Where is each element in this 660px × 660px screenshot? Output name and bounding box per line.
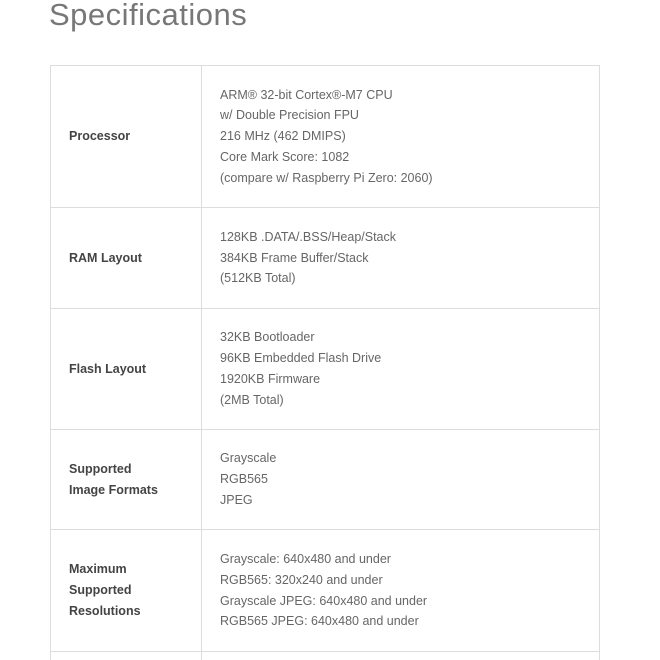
spec-value-line: (compare w/ Raspberry Pi Zero: 2060) bbox=[220, 170, 433, 185]
spec-value-line: RGB565 JPEG: 640x480 and under bbox=[220, 614, 419, 629]
spec-value-line: 216 MHz (462 DMIPS) bbox=[220, 129, 346, 144]
spec-value-line: RGB565 bbox=[220, 472, 268, 487]
spec-label: Image Formats bbox=[69, 482, 158, 497]
spec-label-cell bbox=[51, 208, 202, 309]
spec-row-maximum-supported-resolutions bbox=[51, 530, 600, 652]
spec-value-line: w/ Double Precision FPU bbox=[220, 108, 359, 123]
spec-label-cell bbox=[51, 66, 202, 208]
spec-value-line: 128KB .DATA/.BSS/Heap/Stack bbox=[220, 229, 397, 244]
spec-value-line: RGB565: 320x240 and under bbox=[220, 572, 383, 587]
spec-value-cell bbox=[202, 652, 600, 660]
spec-value-line: (512KB Total) bbox=[220, 271, 296, 286]
spec-value-line: Core Mark Score: 1082 bbox=[220, 149, 350, 164]
spec-value-line: JPEG bbox=[220, 492, 253, 507]
spec-value-cell bbox=[202, 66, 600, 208]
spec-label: Maximum bbox=[69, 562, 127, 576]
spec-label: Flash Layout bbox=[69, 361, 147, 376]
spec-value-cell bbox=[202, 530, 600, 652]
spec-value-line: Grayscale bbox=[220, 451, 277, 466]
spec-label-cell bbox=[51, 430, 202, 530]
spec-value-line: 96KB Embedded Flash Drive bbox=[220, 351, 382, 366]
specifications-table bbox=[50, 65, 600, 660]
spec-label: Supported bbox=[69, 461, 132, 476]
spec-label-cell bbox=[51, 530, 202, 652]
spec-label: Resolutions bbox=[69, 604, 141, 618]
spec-value-line: 384KB Frame Buffer/Stack bbox=[220, 250, 369, 265]
spec-value-line: Grayscale: 640x480 and under bbox=[220, 551, 391, 566]
spec-value-cell bbox=[202, 309, 600, 430]
spec-label: Processor bbox=[69, 129, 131, 143]
spec-value-line: 32KB Bootloader bbox=[220, 330, 315, 345]
spec-value-cell bbox=[202, 430, 600, 530]
spec-value-line: Grayscale JPEG: 640x480 and under bbox=[220, 593, 428, 608]
spec-row-truncated bbox=[51, 652, 600, 660]
spec-value-line: (2MB Total) bbox=[220, 392, 284, 407]
spec-row-flash-layout bbox=[51, 309, 600, 430]
spec-row-processor bbox=[51, 66, 600, 208]
spec-value-cell bbox=[202, 208, 600, 309]
spec-label-cell bbox=[51, 309, 202, 430]
spec-value-line: 1920KB Firmware bbox=[220, 372, 321, 386]
spec-value-line: ARM® 32-bit Cortex®-M7 CPU bbox=[220, 87, 393, 102]
spec-row-supported-image-formats bbox=[51, 430, 600, 530]
spec-label-cell bbox=[51, 652, 202, 660]
spec-label: Supported bbox=[69, 583, 132, 597]
page-title: Specifications bbox=[49, 0, 248, 32]
spec-label: RAM Layout bbox=[69, 250, 142, 265]
spec-row-ram-layout bbox=[51, 208, 600, 309]
